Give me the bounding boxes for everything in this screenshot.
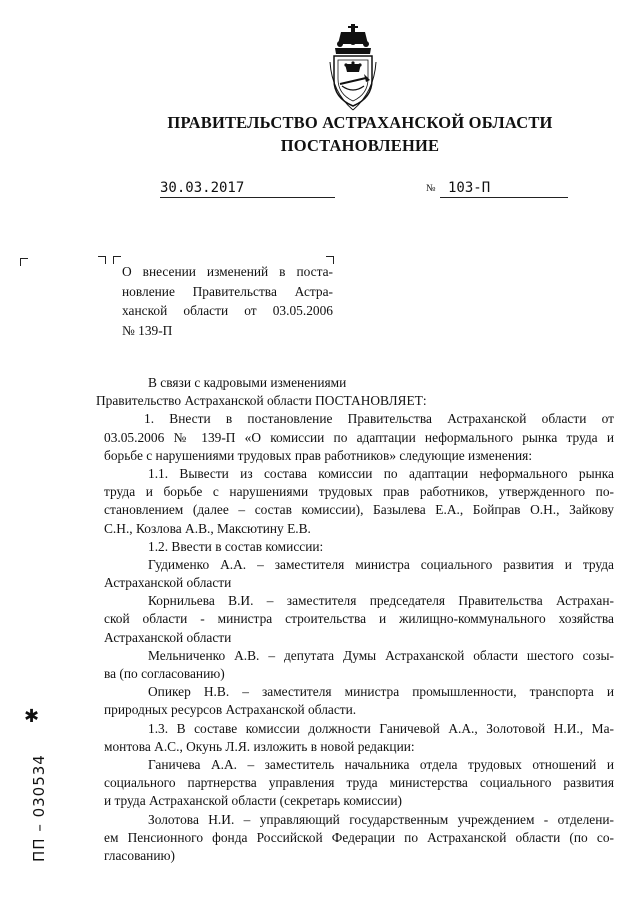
subject-line: № 139-П [122, 322, 173, 338]
body-line: ской области - министра строительства и жилищно-коммунального хозяйства [104, 611, 614, 627]
government-title: ПРАВИТЕЛЬСТВО АСТРАХАНСКОЙ ОБЛАСТИ [167, 113, 553, 132]
subject-line: новление Правительства Астра- [122, 283, 333, 299]
body-line: гласованию) [104, 847, 175, 863]
body-line: и труда Астраханской области (секретарь комиссии) [104, 793, 402, 809]
decree-body [96, 374, 614, 865]
body-line: Мельниченко А.В. – депутата Думы Астраханской области шестого созы- [148, 647, 614, 663]
body-line: В связи с кадровыми изменениями [148, 375, 347, 390]
body-line: Корнильева В.И. – заместителя председателя Правительства Астрахан- [148, 593, 614, 609]
body-line: Астраханской области [104, 575, 232, 591]
body-line: монтова А.С., Окунь Л.Я. изложить в новой редакции: [104, 738, 415, 754]
body-line: Астраханской области [104, 629, 232, 645]
number-sign: № [426, 183, 436, 194]
body-line: социального партнерства управления труда министерства социального развития [104, 775, 614, 791]
corner-mark [98, 256, 106, 264]
decree-number-value: 103-П [448, 180, 491, 196]
body-line: природных ресурсов Астраханской области. [104, 702, 357, 718]
body-line: ва (по согласованию) [104, 666, 225, 681]
corner-mark [113, 256, 121, 264]
body-line: ем Пенсионного фонда Российской Федерации по Астраханской области (по со- [104, 829, 614, 845]
coat-of-arms-emblem [326, 22, 380, 114]
subject-line: ханской области от 03.05.2006 [122, 303, 333, 318]
subject-line: О внесении изменений в поста- [122, 264, 333, 279]
body-line: становлением (далее – состав комиссии), Базылева Е.А., Бойправ О.Н., Зайкову [104, 502, 614, 518]
body-line: 1.2. Ввести в состав комиссии: [148, 538, 324, 554]
body-line: С.Н., Козлова А.В., Максютину Е.В. [104, 520, 311, 536]
decree-number [440, 180, 568, 198]
body-line: Ганичева А.А. – заместитель начальника отдела трудовых отношений и [148, 756, 614, 772]
document-type-title: ПОСТАНОВЛЕНИЕ [280, 136, 440, 155]
corner-mark [20, 258, 28, 266]
body-line: Гудименко А.А. – заместителя министра социального развития и труда [148, 556, 614, 572]
decree-date: 30.03.2017 [160, 180, 335, 198]
body-line: Золотова Н.И. – управляющий государственным учреждением - отделени- [148, 811, 614, 827]
stamp-star-icon: ✱ [24, 706, 40, 726]
body-line: 1.1. Вывести из состава комиссии по адаптации неформального рынка [148, 465, 614, 481]
body-line: борьбе с нарушениями трудовых прав работников» следующие изменения: [104, 447, 533, 463]
body-line: Правительство Астраханской области ПОСТАНОВЛЯЕТ: [96, 393, 427, 409]
body-line: Опикер Н.В. – заместителя министра промышленности, транспорта и [148, 684, 614, 700]
serial-stamp: ПП – 030534 [30, 754, 48, 862]
decree-subject [122, 262, 333, 340]
body-line: 1.3. В составе комиссии должности Ганичевой А.А., Золотовой Н.И., Ма- [148, 720, 614, 736]
body-line: 1. Внести в постановление Правительства Астраханской области от [144, 411, 614, 427]
body-line: труда и борьбе с нарушениями трудовых прав работников, утвержденного по- [104, 484, 614, 500]
body-line: 03.05.2006 № 139-П «О комиссии по адаптации неформального рынка труда и [104, 429, 614, 445]
